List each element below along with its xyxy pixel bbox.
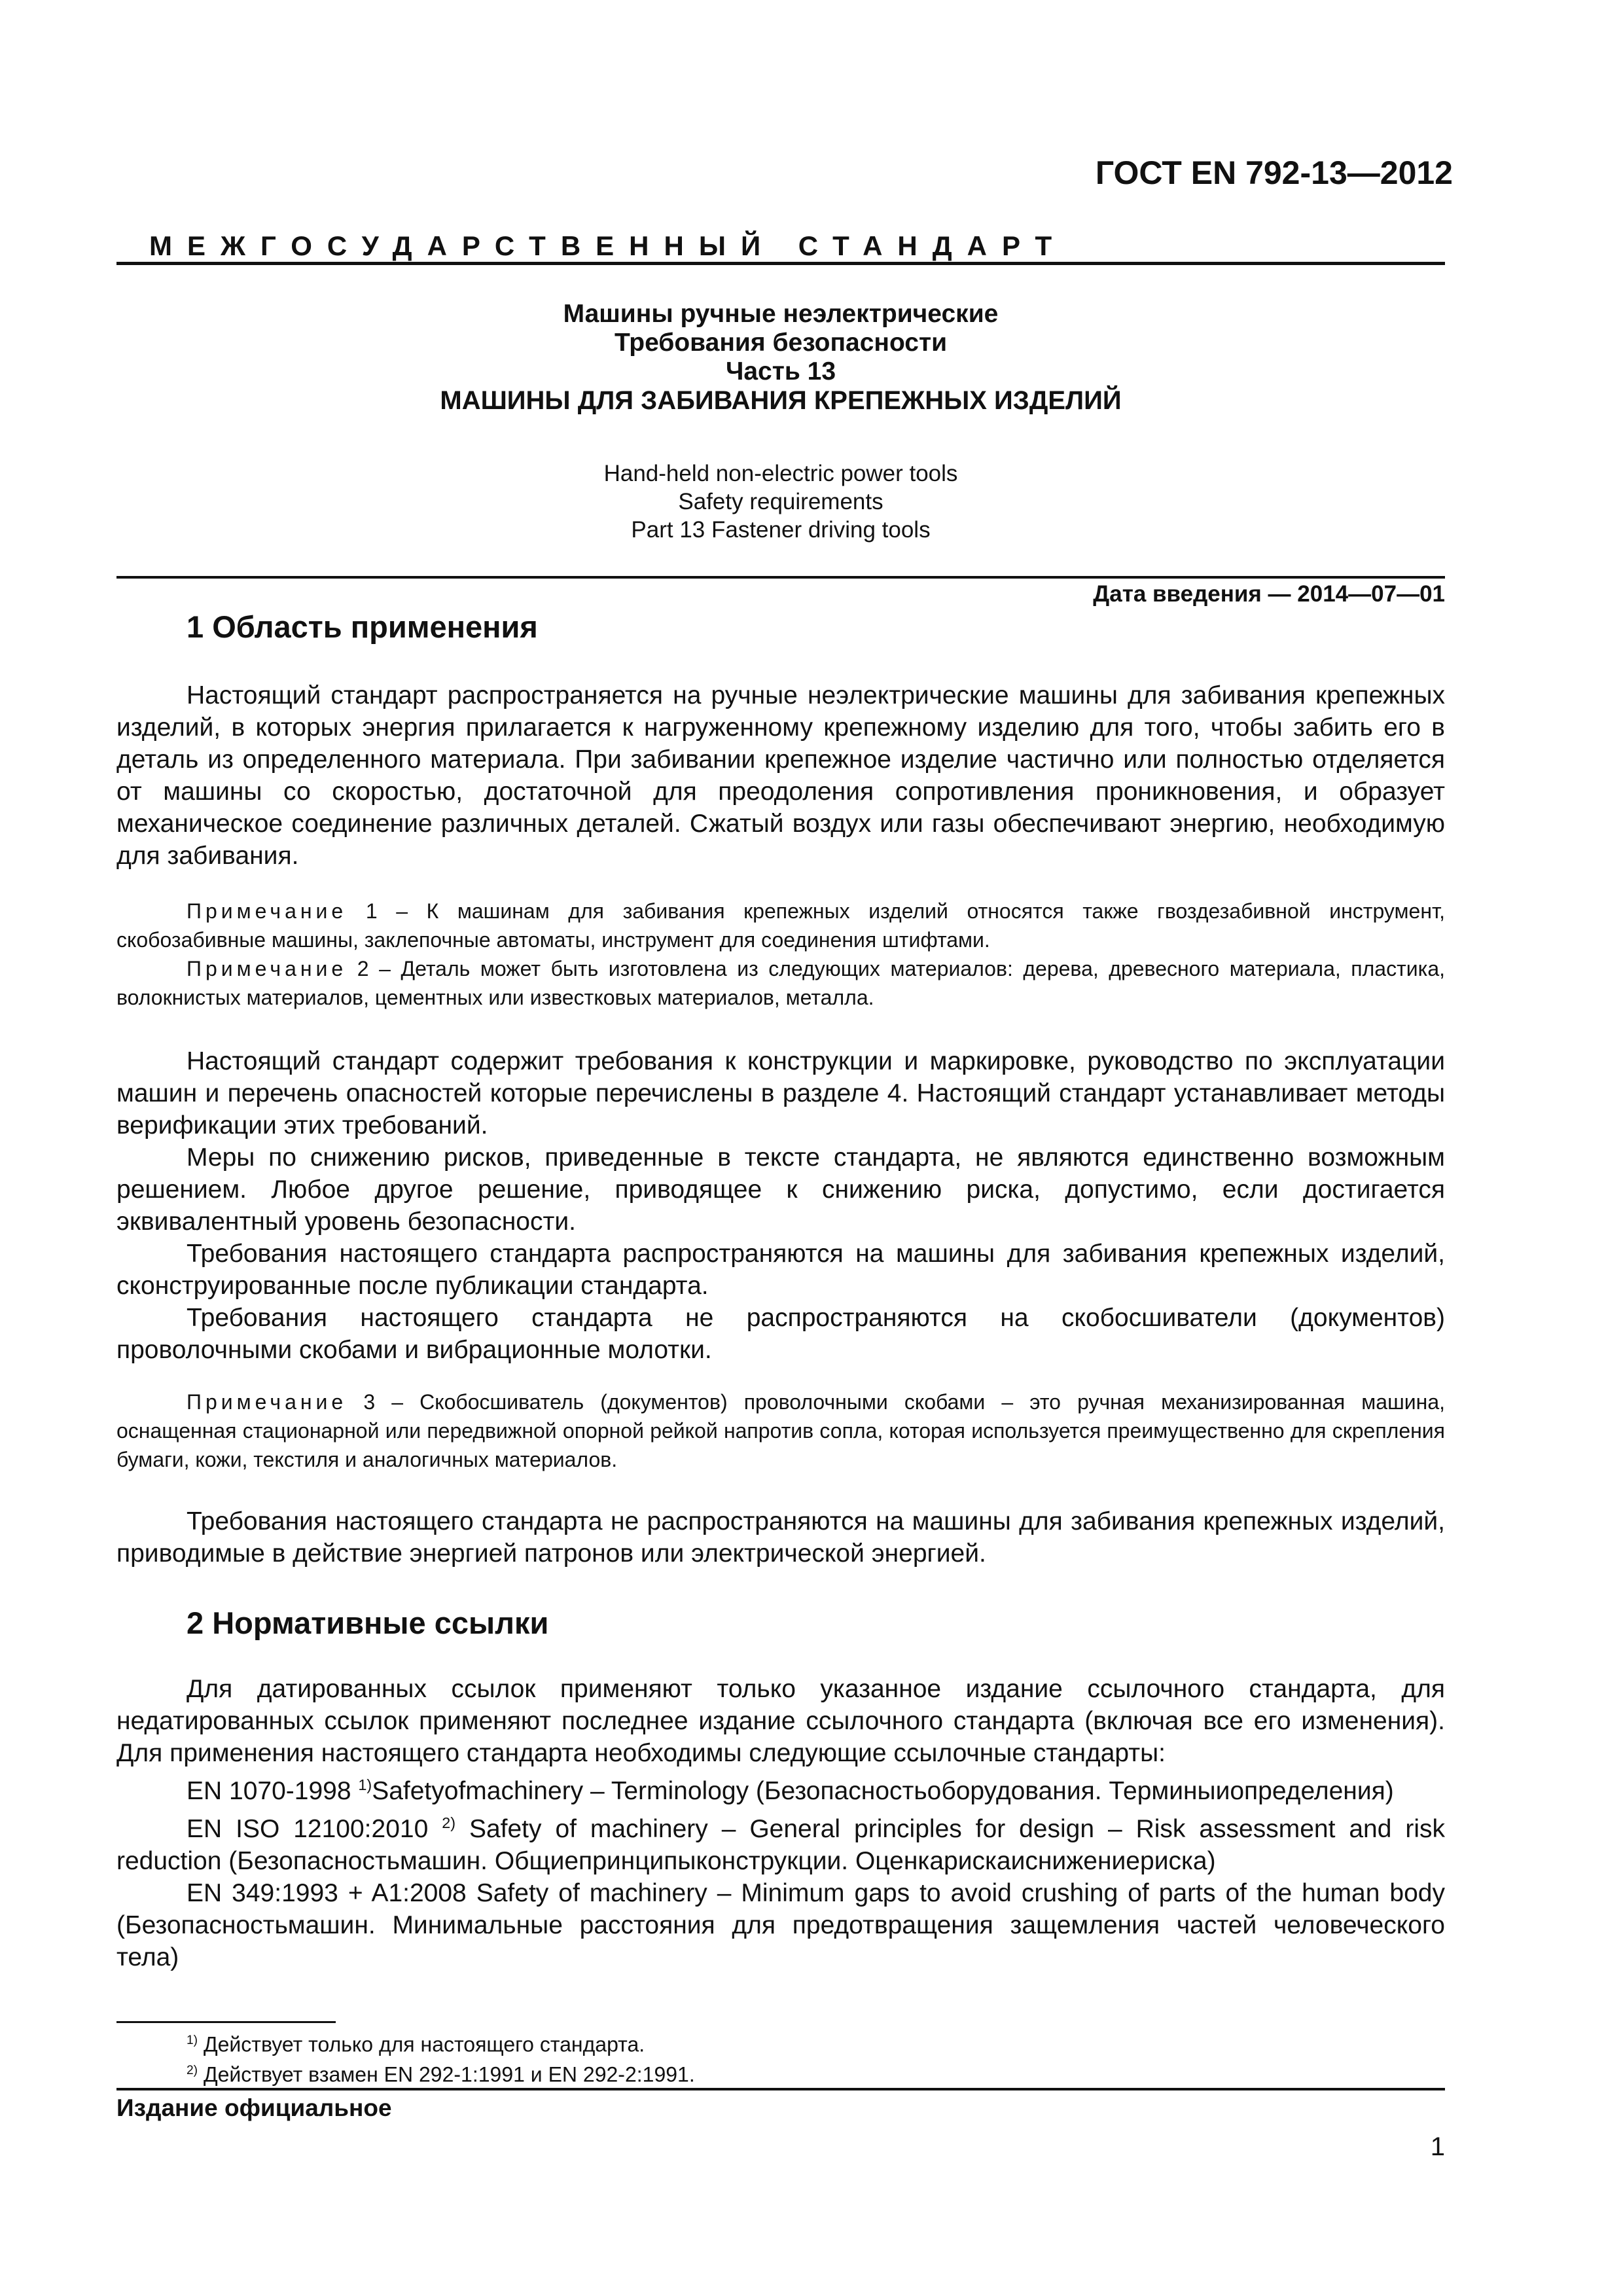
footer-rule [116, 2088, 1445, 2090]
section-2-heading: 2 Нормативные ссылки [187, 1605, 549, 1640]
english-title-line-1: Hand-held non-electric power tools [603, 461, 958, 486]
note-text: – К машинам для забивания крепежных изделий относятся также гвоздезабивной инструмент, скобозабивные машины, заклепочные автоматы, инструмент для соединения штифтами. [116, 899, 1446, 952]
section-1-paragraph-1 [116, 679, 1445, 872]
footnote-rule [116, 2021, 336, 2023]
footnote-mark: 2) [187, 2063, 198, 2077]
note-label: Примечание [187, 957, 348, 980]
reference-1 [116, 1769, 1445, 1807]
section-1-paragraph-6 [116, 1505, 1445, 1570]
reference-title: Safety of machinery – General principles for design – Risk assessment and risk reduction (Безопасностьмашин. Общиепринципыконструкции. Оценкарискаиснижениериска) [116, 1815, 1446, 1875]
note-number: 3 [363, 1390, 376, 1414]
english-title-line-3: Part 13 Fastener driving tools [631, 517, 931, 543]
note-label: Примечание [187, 1390, 348, 1414]
interstate-standard-label: МЕЖГОСУДАРСТВЕННЫЙ СТАНДАРТ [149, 230, 1067, 261]
title-line-3: Часть 13 [725, 357, 836, 386]
note-text: – Скобосшиватель (документов) проволочными скобами – это ручная механизированная машина, оснащенная стационарной или передвижной опорной рейкой напротив сопла, которая используется преимущественно для скрепления бумаги, кожи, текстиля и аналогичных материалов. [116, 1390, 1446, 1471]
title-rule [116, 576, 1445, 579]
footnotes [187, 2028, 695, 2087]
section-1-heading: 1 Область применения [187, 609, 538, 644]
title-line-1: Машины ручные неэлектрические [563, 300, 999, 328]
footnote-mark: 2) [442, 1814, 456, 1831]
reference-2 [116, 1807, 1445, 1877]
paragraph-text: Настоящий стандарт распространяется на ручные неэлектрические машины для забивания крепежных изделий, в которых энергия прилагается к нагруженному крепежному изделию для того, чтобы забить его в деталь из определенного материала. При забивании крепежное изделие частично или полностью отделяется от машины со скоростью, достаточной для преодоления сопротивления проникновения, и образует механическое соединение различных деталей. Сжатый воздух или газы обеспечивают энергию, необходимую для забивания. [116, 681, 1445, 870]
note-3 [116, 1388, 1445, 1474]
footnote-mark: 1) [358, 1776, 372, 1793]
reference-3: EN 349:1993 + A1:2008 Safety of machinery – Minimum gaps to avoid crushing of parts of the human body (Безопасностьмашин. Минимальные расстояния для предотвращения защемления частей человеческого тела) [116, 1879, 1445, 1971]
section-1-paragraphs-2-5 [116, 1045, 1445, 1366]
note-label: Примечание [187, 899, 348, 923]
note-text: – Деталь может быть изготовлена из следующих материалов: дерева, древесного материала, пластика, волокнистых материалов, цементных или известковых материалов, металла. [116, 957, 1446, 1009]
introduction-date: Дата введения — 2014—07—01 [1093, 581, 1445, 607]
title-line-2: Требования безопасности [614, 329, 948, 357]
note-number: 1 [365, 899, 378, 923]
header-rule [116, 262, 1445, 265]
title-block [116, 300, 1445, 415]
footnote-mark: 1) [187, 2034, 198, 2047]
paragraph-6: Требования настоящего стандарта не распространяются на машины для забивания крепежных изделий, приводимые в действие энергией патронов или электрической энергией. [116, 1507, 1445, 1568]
notes-1-2 [116, 897, 1445, 1012]
note-2 [116, 954, 1445, 1012]
note-1 [116, 897, 1445, 954]
reference-title: Safetyofmachinery – Terminology (Безопасностьоборудования. Терминыиопределения) [372, 1777, 1394, 1805]
reference-code: EN 1070-1998 [187, 1777, 351, 1805]
title-main: МАШИНЫ ДЛЯ ЗАБИВАНИЯ КРЕПЕЖНЫХ ИЗДЕЛИЙ [440, 386, 1122, 415]
paragraph-5: Требования настоящего стандарта не распространяются на скобосшиватели (документов) проволочными скобами и вибрационные молотки. [116, 1304, 1445, 1364]
paragraph-2: Настоящий стандарт содержит требования к конструкции и маркировке, руководство по эксплуатации машин и перечень опасностей которые перечислены в разделе 4. Настоящий стандарт устанавливает методы верификации этих требований. [116, 1047, 1445, 1139]
footnote-text: Действует только для настоящего стандарта. [203, 2032, 645, 2056]
paragraph-4: Требования настоящего стандарта распространяются на машины для забивания крепежных изделий, сконструированные после публикации стандарта. [116, 1240, 1445, 1300]
reference-code: EN ISO 12100:2010 [187, 1815, 429, 1843]
edition-label: Издание официальное [116, 2094, 392, 2121]
document-code: ГОСТ EN 792-13—2012 [1095, 154, 1453, 191]
footnote-2 [187, 2058, 695, 2088]
references-intro: Для датированных ссылок применяют только указанное издание ссылочного стандарта, для недатированных ссылок применяют последнее издание ссылочного стандарта (включая все его изменения). Для применения настоящего стандарта необходимы следующие ссылочные стандарты: [116, 1675, 1445, 1767]
footnote-1 [187, 2028, 695, 2058]
english-title-block [116, 459, 1445, 544]
footnote-text: Действует взамен EN 292-1:1991 и EN 292-2:1991. [203, 2062, 695, 2087]
paragraph-3: Меры по снижению рисков, приведенные в тексте стандарта, не являются единственно возможным решением. Любое другое решение, приводящее к снижению риска, допустимо, если достигается эквивалентный уровень безопасности. [116, 1143, 1445, 1236]
english-title-line-2: Safety requirements [678, 489, 883, 514]
page-number: 1 [1430, 2132, 1445, 2161]
section-2-body [116, 1673, 1445, 1973]
note-number: 2 [357, 957, 369, 980]
note-3-block [116, 1388, 1445, 1474]
